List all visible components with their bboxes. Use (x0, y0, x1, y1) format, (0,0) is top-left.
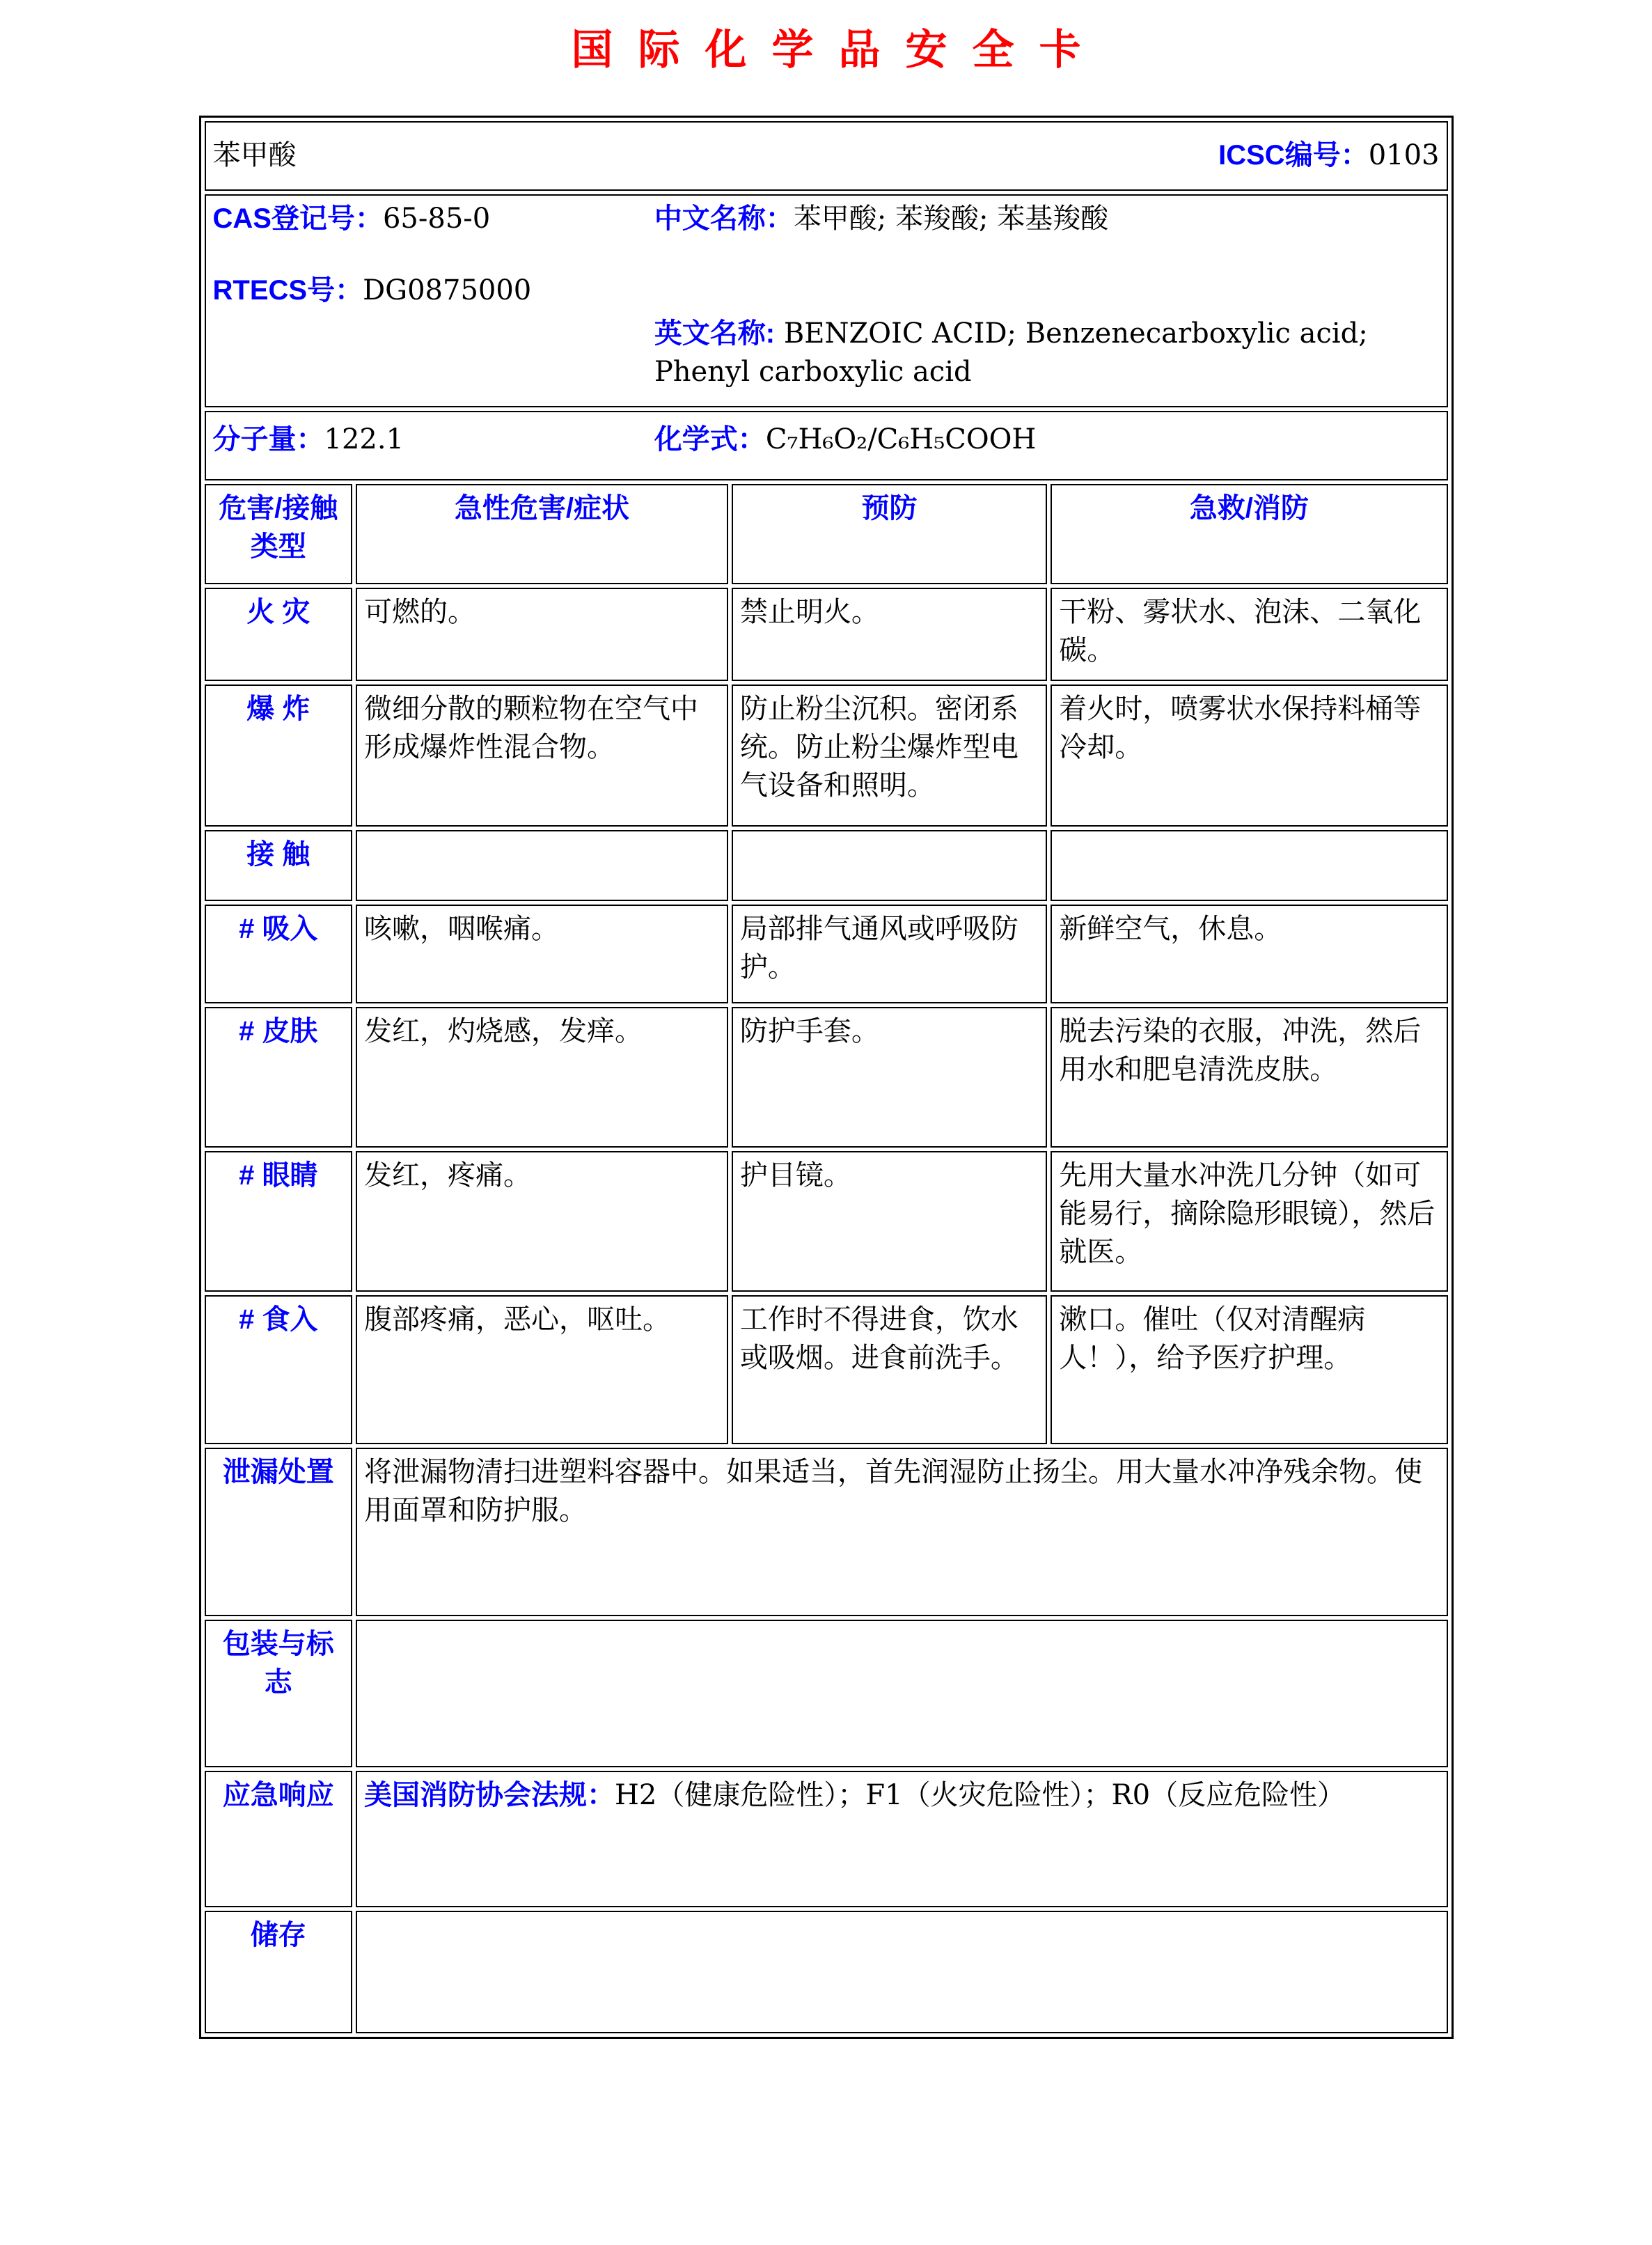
ingestion-first-aid: 漱口。催吐（仅对清醒病人！），给予医疗护理。 (1051, 1295, 1447, 1444)
header-acute-symptoms: 急性危害/症状 (356, 484, 728, 584)
skin-symptoms: 发红，灼烧感，发痒。 (356, 1007, 728, 1148)
icsc-document-page (0, 17, 1652, 2245)
table-row-explosion (205, 685, 1448, 827)
nfpa-code-label: 美国消防协会法规： (364, 1780, 615, 1810)
english-name-value: BENZOIC ACID; Benzenecarboxylic acid; Phenyl carboxylic acid (654, 318, 1368, 389)
chemical-formula-label: 化学式： (654, 424, 766, 455)
eyes-first-aid: 先用大量水冲洗几分钟（如可能易行，摘除隐形眼镜），然后就医。 (1051, 1151, 1447, 1292)
packaging-text (356, 1620, 1447, 1767)
explosion-prevention: 防止粉尘沉积。密闭系统。防止粉尘爆炸型电气设备和照明。 (732, 685, 1047, 827)
storage-label: 储存 (205, 1911, 353, 2033)
icsc-number-group (1218, 136, 1439, 175)
inhalation-first-aid: 新鲜空气，休息。 (1051, 905, 1447, 1003)
identification-row (205, 194, 1448, 407)
eyes-prevention: 护目镜。 (732, 1151, 1047, 1292)
page-title: 国际化学品安全卡 (571, 26, 1106, 73)
molecular-weight-label: 分子量： (212, 424, 324, 455)
registry-numbers-block (213, 200, 654, 310)
spillage-label: 泄漏处置 (205, 1448, 353, 1616)
english-name-label: 英文名称: (654, 318, 776, 350)
chinese-name-value: 苯甲酸; 苯羧酸; 苯基羧酸 (793, 203, 1109, 235)
header-hazard-type: 危害/接触 类型 (205, 484, 353, 584)
table-row-storage (205, 1911, 1448, 2033)
header-first-aid: 急救/消防 (1051, 484, 1447, 584)
packaging-label: 包装与标志 (205, 1620, 353, 1767)
chemical-formula-value: C₇H₆O₂/C₆H₅COOH (765, 423, 1037, 455)
formula-row (205, 411, 1448, 480)
table-row-fire (205, 588, 1448, 681)
skin-first-aid: 脱去污染的衣服，冲洗，然后用水和肥皂清洗皮肤。 (1051, 1007, 1447, 1148)
exposure-symptoms (356, 830, 728, 901)
spillage-text: 将泄漏物清扫进塑料容器中。如果适当，首先润湿防止扬尘。用大量水冲净残余物。使用面罩和防护服。 (356, 1448, 1447, 1616)
table-row-eyes (205, 1151, 1448, 1292)
name-cell (205, 121, 1448, 191)
english-name-line (654, 315, 1440, 391)
rtecs-value: DG0875000 (363, 274, 532, 307)
skin-label: # 皮肤 (205, 1007, 353, 1148)
rtecs-label: RTECS号： (212, 275, 363, 306)
molecular-weight-value: 122.1 (324, 423, 404, 455)
cas-label: CAS登记号： (212, 203, 383, 234)
table-row-emergency (205, 1771, 1448, 1907)
hazard-header-row (205, 484, 1448, 584)
table-row-exposure (205, 830, 1448, 901)
storage-text (356, 1911, 1447, 2033)
table-row-packaging (205, 1620, 1448, 1767)
fire-symptoms: 可燃的。 (356, 588, 728, 681)
emergency-text-cell (356, 1771, 1447, 1907)
icsc-number-value: 0103 (1368, 139, 1440, 172)
ingestion-prevention: 工作时不得进食，饮水或吸烟。进食前洗手。 (732, 1295, 1047, 1444)
emergency-label: 应急响应 (205, 1771, 353, 1907)
fire-first-aid: 干粉、雾状水、泡沫、二氧化碳。 (1051, 588, 1447, 681)
skin-prevention: 防护手套。 (732, 1007, 1047, 1148)
header-prevention: 预防 (732, 484, 1047, 584)
fire-label: 火 灾 (205, 588, 353, 681)
molecular-weight-line (213, 421, 654, 459)
cas-value: 65-85-0 (382, 203, 491, 235)
inhalation-label: # 吸入 (205, 905, 353, 1003)
explosion-label: 爆 炸 (205, 685, 353, 827)
nfpa-code-value: H2（健康危险性）；F1（火灾危险性）；R0（反应危险性） (615, 1779, 1346, 1811)
icsc-number-label: ICSC编号： (1218, 140, 1369, 171)
chemical-name: 苯甲酸 (212, 139, 297, 172)
table-row-ingestion (205, 1295, 1448, 1444)
formula-cell (205, 411, 1448, 480)
identification-cell (205, 194, 1448, 407)
exposure-first-aid (1051, 830, 1447, 901)
explosion-symptoms: 微细分散的颗粒物在空气中形成爆炸性混合物。 (356, 685, 728, 827)
eyes-label: # 眼睛 (205, 1151, 353, 1292)
exposure-prevention (732, 830, 1047, 901)
names-block (654, 200, 1440, 392)
table-row-spillage (205, 1448, 1448, 1616)
inhalation-symptoms: 咳嗽，咽喉痛。 (356, 905, 728, 1003)
inhalation-prevention: 局部排气通风或呼吸防护。 (732, 905, 1047, 1003)
table-row-skin (205, 1007, 1448, 1148)
table-row-inhalation (205, 905, 1448, 1003)
name-row (205, 121, 1448, 191)
chinese-name-label: 中文名称： (654, 203, 794, 234)
eyes-symptoms: 发红，疼痛。 (356, 1151, 728, 1292)
chemical-formula-line (654, 421, 1440, 459)
explosion-first-aid: 着火时，喷雾状水保持料桶等冷却。 (1051, 685, 1447, 827)
rtecs-number-line (213, 272, 654, 310)
chinese-name-line (654, 200, 1440, 238)
exposure-label: 接 触 (205, 830, 353, 901)
cas-number-line (213, 200, 654, 238)
ingestion-symptoms: 腹部疼痛，恶心，呕吐。 (356, 1295, 728, 1444)
icsc-card-table (199, 116, 1454, 2039)
fire-prevention: 禁止明火。 (732, 588, 1047, 681)
ingestion-label: # 食入 (205, 1295, 353, 1444)
